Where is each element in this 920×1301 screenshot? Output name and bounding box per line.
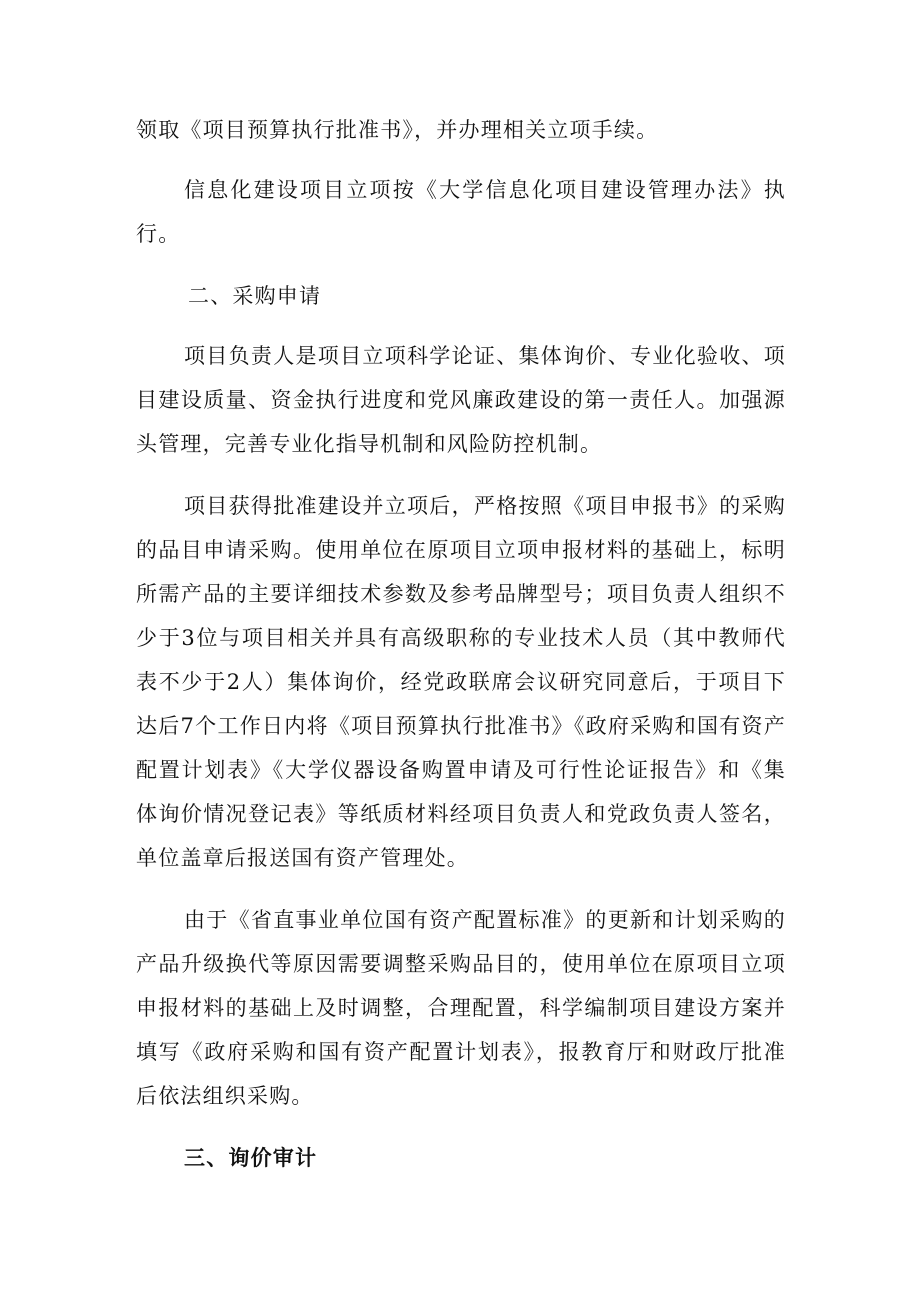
paragraph-continuation: 领取《项目预算执行批准书》，并办理相关立项手续。 [136,118,659,142]
paragraph-item-adjustment: 由于《省直事业单位国有资产配置标准》的更新和计划采购的产品升级换代等原因需要调整采购品目的，使用单位在原项目立项申报材料的基础上及时调整，合理配置，科学编制项目建设方案并填写《政府采购和国有资产配置计划表》，报教育厅和财政厅批准后依法组织采购。 [136,908,786,1108]
paragraph-project-leader-responsibility: 项目负责人是项目立项科学论证、集体询价、专业化验收、项目建设质量、资金执行进度和党风廉政建设的第一责任人。加强源头管理，完善专业化指导机制和风险防控机制。 [136,344,786,456]
paragraph-procurement-process: 项目获得批准建设并立项后，严格按照《项目申报书》的采购的品目申请采购。使用单位在原项目立项申报材料的基础上，标明所需产品的主要详细技术参数及参考品牌型号；项目负责人组织不少于3位与项目相关并具有高级职称的专业技术人员（其中教师代表不少于2人）集体询价，经党政联席会议研究同意后，于项目下达后7个工作日内将《项目预算执行批准书》《政府采购和国有资产配置计划表》《大学仪器设备购置申请及可行性论证报告》和《集体询价情况登记表》等纸质材料经项目负责人和党政负责人签名，单位盖章后报送国有资产管理处。 [136,494,786,870]
paragraph-it-project: 信息化建设项目立项按《大学信息化项目建设管理办法》执行。 [136,178,786,246]
section-heading-price-inquiry-audit: 三、询价审计 [184,1145,318,1170]
section-heading-procurement-application: 二、采购申请 [188,284,322,308]
document-body [136,108,786,1196]
